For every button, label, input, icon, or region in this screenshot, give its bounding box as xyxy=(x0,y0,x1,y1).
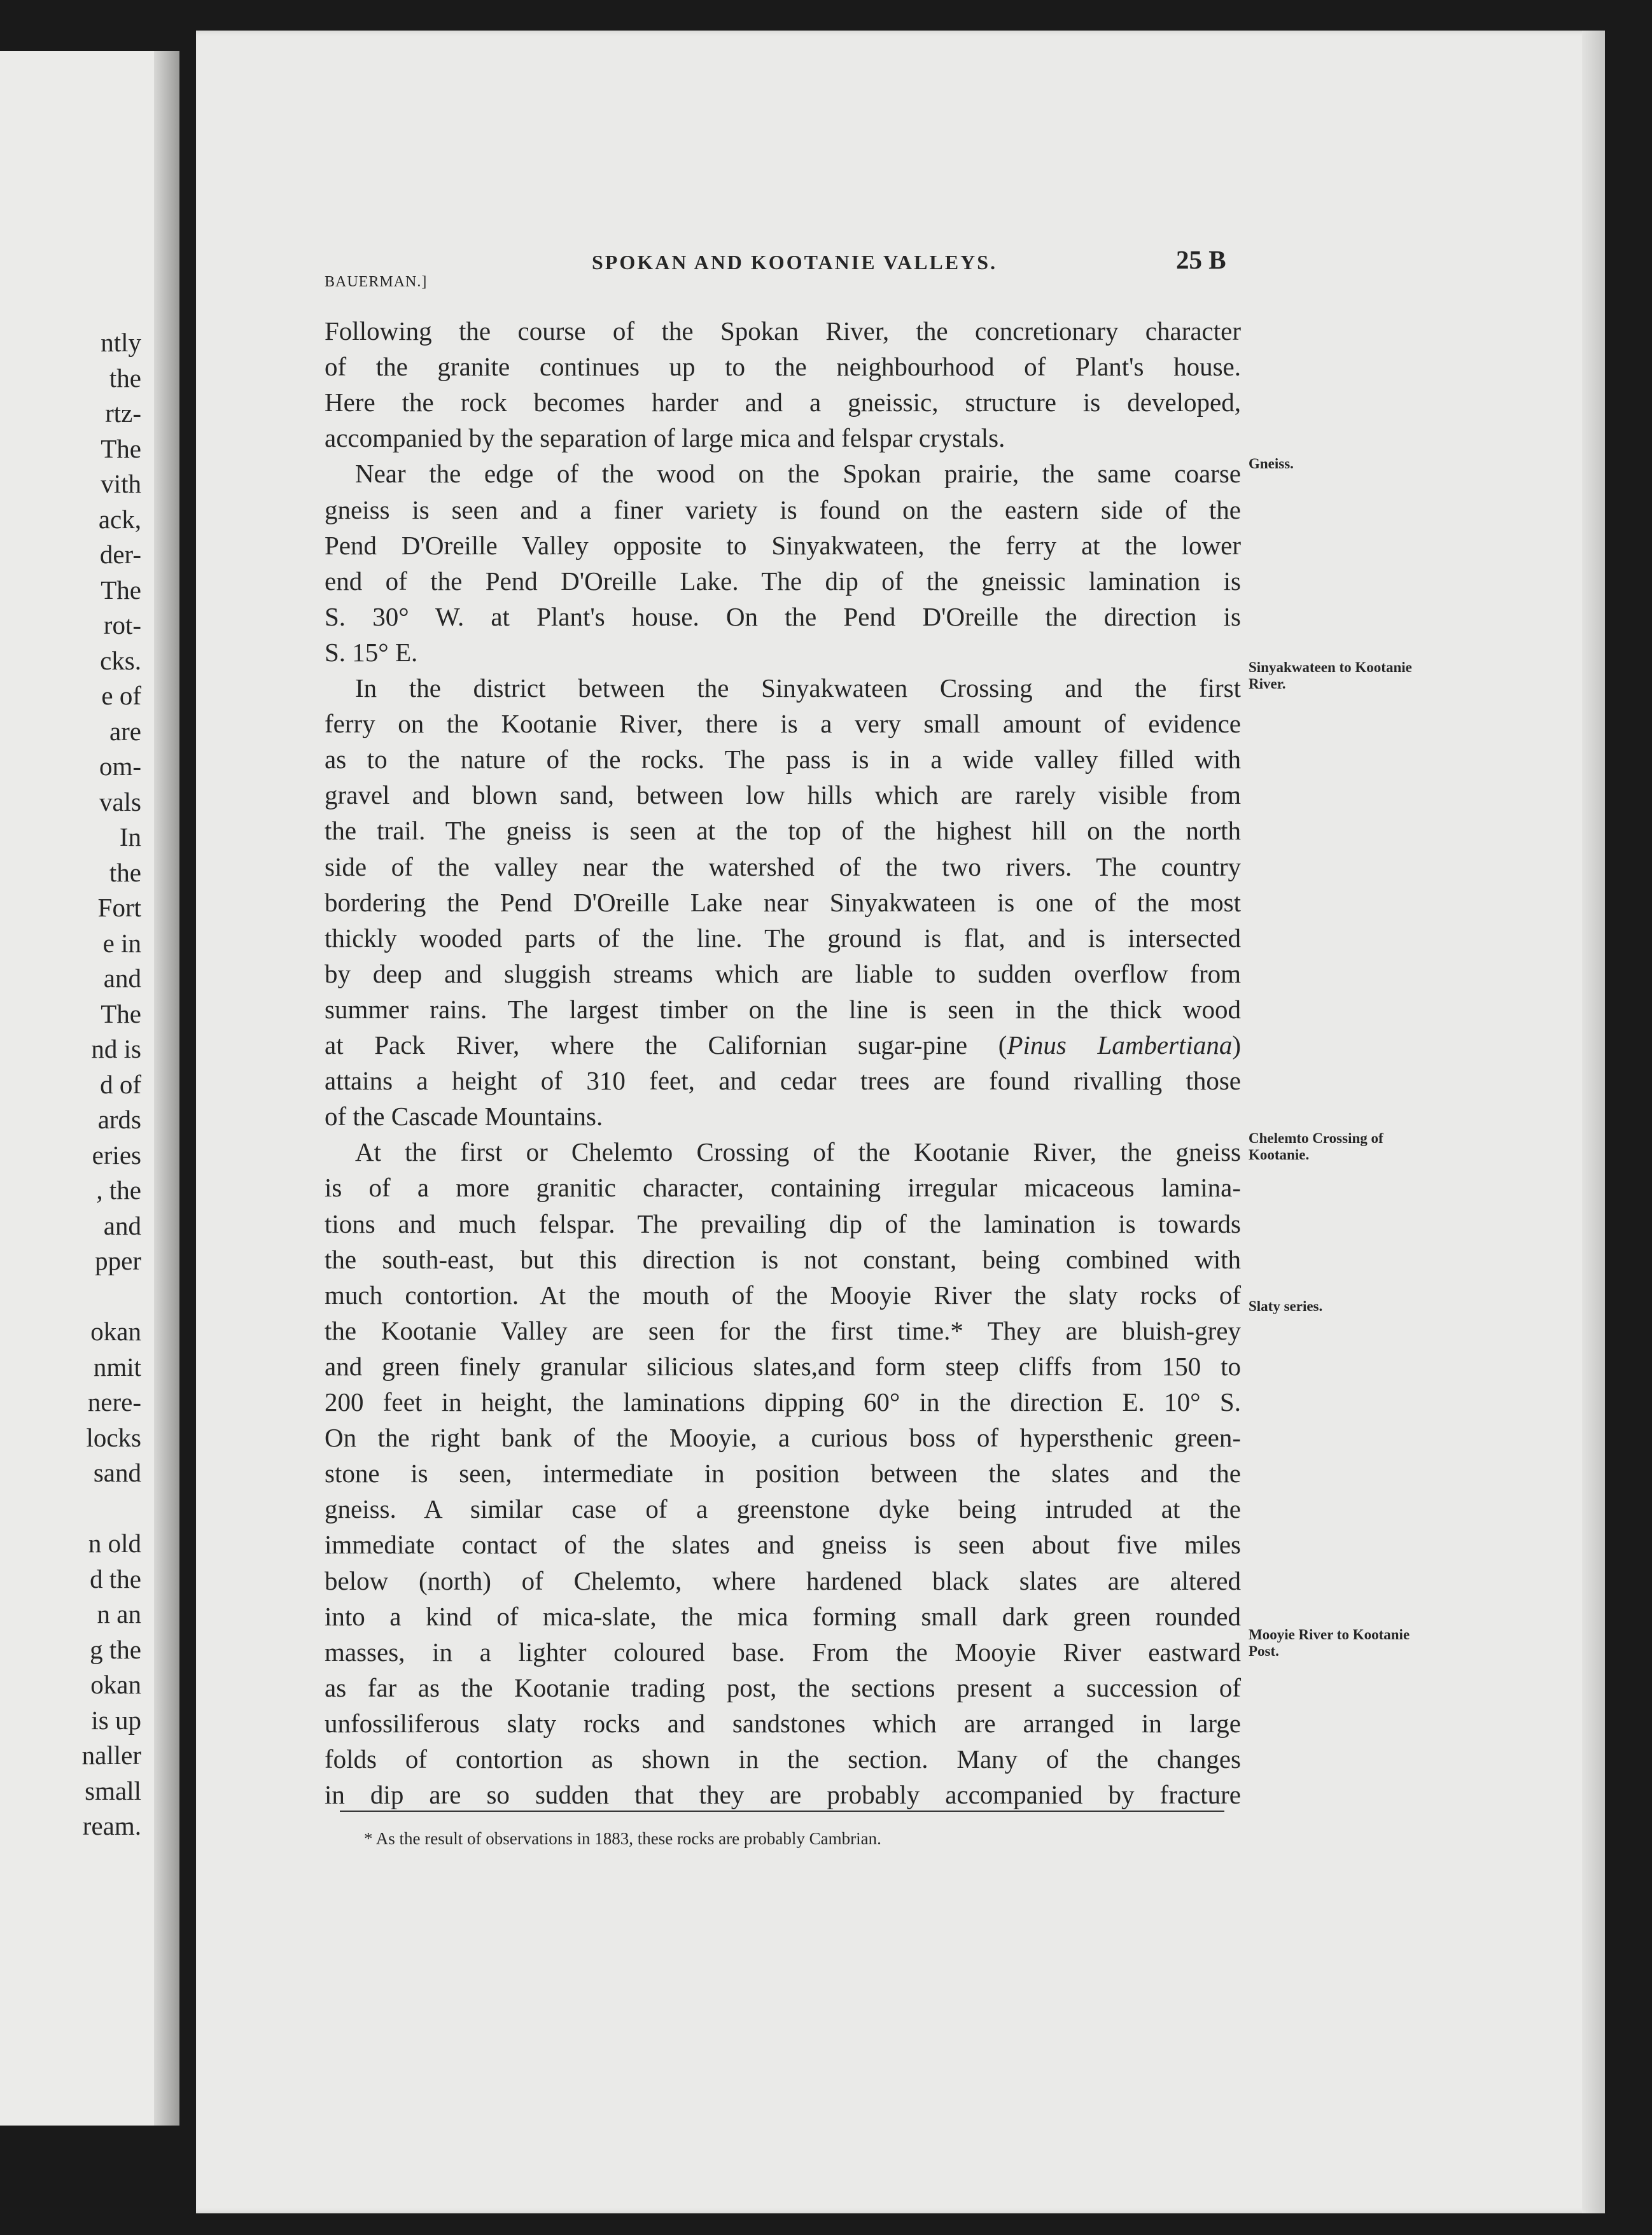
running-head-author: BAUERMAN.] xyxy=(325,274,428,290)
book-spine xyxy=(154,51,179,2126)
footnote-rule xyxy=(340,1811,1224,1812)
margin-note-slaty-series: Slaty series. xyxy=(1249,1298,1323,1314)
facing-page-line: n an xyxy=(97,1599,141,1629)
facing-page-line: the xyxy=(109,857,141,887)
text-line: At the first or Chelemto Crossing of the Kootanie River, the gneiss xyxy=(355,1137,1241,1167)
text-line: immediate contact of the slates and gneiss is seen about five miles xyxy=(325,1530,1241,1560)
facing-page-line: der- xyxy=(99,540,141,569)
text-line: gneiss is seen and a finer variety is found on the eastern side of the xyxy=(325,494,1241,524)
facing-page-line: is up xyxy=(91,1705,141,1735)
facing-page-line: d the xyxy=(90,1564,141,1594)
facing-page-line: ards xyxy=(97,1105,141,1134)
facing-page-line: In xyxy=(119,822,141,851)
text-line: at Pack River, where the Californian sugar-pine (Pinus Lambertiana) xyxy=(325,1030,1241,1060)
facing-page-line: The xyxy=(101,433,141,463)
facing-page-line: vith xyxy=(101,469,141,498)
facing-page-line: nere- xyxy=(87,1387,141,1417)
text-line: Pend D'Oreille Valley opposite to Sinyakwateen, the ferry at the lower xyxy=(325,530,1241,560)
text-line: of the Cascade Mountains. xyxy=(325,1102,603,1132)
facing-page-line: locks xyxy=(86,1422,141,1452)
facing-page-line: naller xyxy=(81,1741,141,1770)
margin-note-sinyakwateen: Sinyakwateen to Kootanie River. xyxy=(1249,659,1412,692)
facing-page-line: om- xyxy=(99,752,141,781)
facing-page-line: and xyxy=(103,1210,141,1240)
facing-page-line: small xyxy=(85,1776,141,1805)
text-line: and green finely granular silicious slates,and form steep cliffs from 150 to xyxy=(325,1351,1241,1381)
text-line: tions and much felspar. The prevailing dip of the lamination is towards xyxy=(325,1209,1241,1238)
running-head-title: SPOKAN AND KOOTANIE VALLEYS. xyxy=(592,251,998,274)
text-line: ferry on the Kootanie River, there is a very small amount of evidence xyxy=(325,709,1241,739)
text-line: 200 feet in height, the laminations dipping 60° in the direction E. 10° S. xyxy=(325,1387,1241,1417)
page-edge xyxy=(1582,31,1605,2213)
facing-page-line: Fort xyxy=(97,893,141,922)
facing-page-line: sand xyxy=(93,1458,141,1487)
text-line: S. 30° W. at Plant's house. On the Pend D'Oreille the direction is xyxy=(325,601,1241,631)
text-line: gravel and blown sand, between low hills which are rarely visible from xyxy=(325,780,1241,810)
facing-page-line: rtz- xyxy=(105,398,141,428)
text-line: masses, in a lighter coloured base. From the Mooyie River eastward xyxy=(325,1637,1241,1667)
facing-page-line: n old xyxy=(88,1529,141,1558)
facing-page-line: e in xyxy=(102,928,141,958)
text-line: folds of contortion as shown in the section. Many of the changes xyxy=(325,1744,1241,1774)
text-line: by deep and sluggish streams which are liable to sudden overflow from xyxy=(325,958,1241,988)
facing-page-line: The xyxy=(101,575,141,605)
text-line: On the right bank of the Mooyie, a curious boss of hypersthenic green- xyxy=(325,1423,1241,1453)
text-line: thickly wooded parts of the line. The ground is flat, and is intersected xyxy=(325,923,1241,953)
margin-note-mooyie: Mooyie River to Kootanie Post. xyxy=(1249,1627,1410,1659)
text-line: the south-east, but this direction is not constant, being combined with xyxy=(325,1244,1241,1274)
text-line: end of the Pend D'Oreille Lake. The dip of the gneissic lamination is xyxy=(325,566,1241,596)
text-line: Following the course of the Spokan River, the concretionary character xyxy=(325,316,1241,346)
facing-page-line: rot- xyxy=(103,610,141,640)
facing-page-line: , the xyxy=(96,1175,141,1205)
facing-page-line: okan xyxy=(90,1670,141,1699)
facing-page-line: d of xyxy=(100,1069,141,1099)
text-line: stone is seen, intermediate in position between the slates and the xyxy=(325,1459,1241,1489)
facing-page-line: nd is xyxy=(91,1034,141,1063)
text-line: summer rains. The largest timber on the line is seen in the thick wood xyxy=(325,994,1241,1024)
text-line: unfossiliferous slaty rocks and sandstones which are arranged in large xyxy=(325,1708,1241,1738)
text-line: gneiss. A similar case of a greenstone dyke being intruded at the xyxy=(325,1494,1241,1524)
text-line: In the district between the Sinyakwateen Crossing and the first xyxy=(355,673,1241,703)
facing-page xyxy=(0,51,179,2126)
facing-page-line: e of xyxy=(101,681,141,710)
text-line: into a kind of mica-slate, the mica forming small dark green rounded xyxy=(325,1601,1241,1631)
facing-page-line: and xyxy=(103,963,141,993)
text-line: as to the nature of the rocks. The pass is in a wide valley filled with xyxy=(325,745,1241,774)
facing-page-line: The xyxy=(101,998,141,1028)
text-line: S. 15° E. xyxy=(325,637,418,667)
facing-page-line: the xyxy=(109,363,141,393)
facing-page-line: okan xyxy=(90,1317,141,1346)
text-line: below (north) of Chelemto, where hardened black slates are altered xyxy=(325,1566,1241,1595)
text-line: Near the edge of the wood on the Spokan prairie, the same coarse xyxy=(355,459,1241,489)
text-line: is of a more granitic character, containing irregular micaceous lamina- xyxy=(325,1173,1241,1203)
margin-note-gneiss: Gneiss. xyxy=(1249,456,1294,472)
text-line: the trail. The gneiss is seen at the top of the highest hill on the north xyxy=(325,816,1241,846)
facing-page-line: ream. xyxy=(82,1811,141,1840)
facing-page-line: ack, xyxy=(98,504,141,534)
text-line: in dip are so sudden that they are probably accompanied by fracture xyxy=(325,1780,1241,1810)
text-line: the Kootanie Valley are seen for the first time.* They are bluish-grey xyxy=(325,1315,1241,1345)
facing-page-line: vals xyxy=(99,787,141,816)
footnote: * As the result of observations in 1883, these rocks are probably Cambrian. xyxy=(364,1829,881,1848)
facing-page-line: ntly xyxy=(101,328,141,357)
facing-page-line: eries xyxy=(92,1140,141,1170)
margin-note-chelemto: Chelemto Crossing of Kootanie. xyxy=(1249,1130,1383,1163)
facing-page-line: pper xyxy=(95,1246,141,1275)
facing-page-line: nmit xyxy=(93,1352,141,1382)
facing-page-line: cks. xyxy=(100,645,141,675)
text-line: side of the valley near the watershed of the two rivers. The country xyxy=(325,851,1241,881)
facing-page-line: g the xyxy=(90,1634,141,1664)
text-line: as far as the Kootanie trading post, the sections present a succession of xyxy=(325,1672,1241,1702)
text-line: much contortion. At the mouth of the Mooyie River the slaty rocks of xyxy=(325,1280,1241,1310)
text-line: Here the rock becomes harder and a gneissic, structure is developed, xyxy=(325,388,1241,417)
facing-page-line: are xyxy=(109,716,141,746)
text-line: accompanied by the separation of large mica and felspar crystals. xyxy=(325,423,1005,453)
text-line: of the granite continues up to the neighbourhood of Plant's house. xyxy=(325,352,1241,382)
page-number: 25 B xyxy=(1176,245,1226,274)
text-line: bordering the Pend D'Oreille Lake near Sinyakwateen is one of the most xyxy=(325,887,1241,917)
text-line: attains a height of 310 feet, and cedar trees are found rivalling those xyxy=(325,1066,1241,1096)
